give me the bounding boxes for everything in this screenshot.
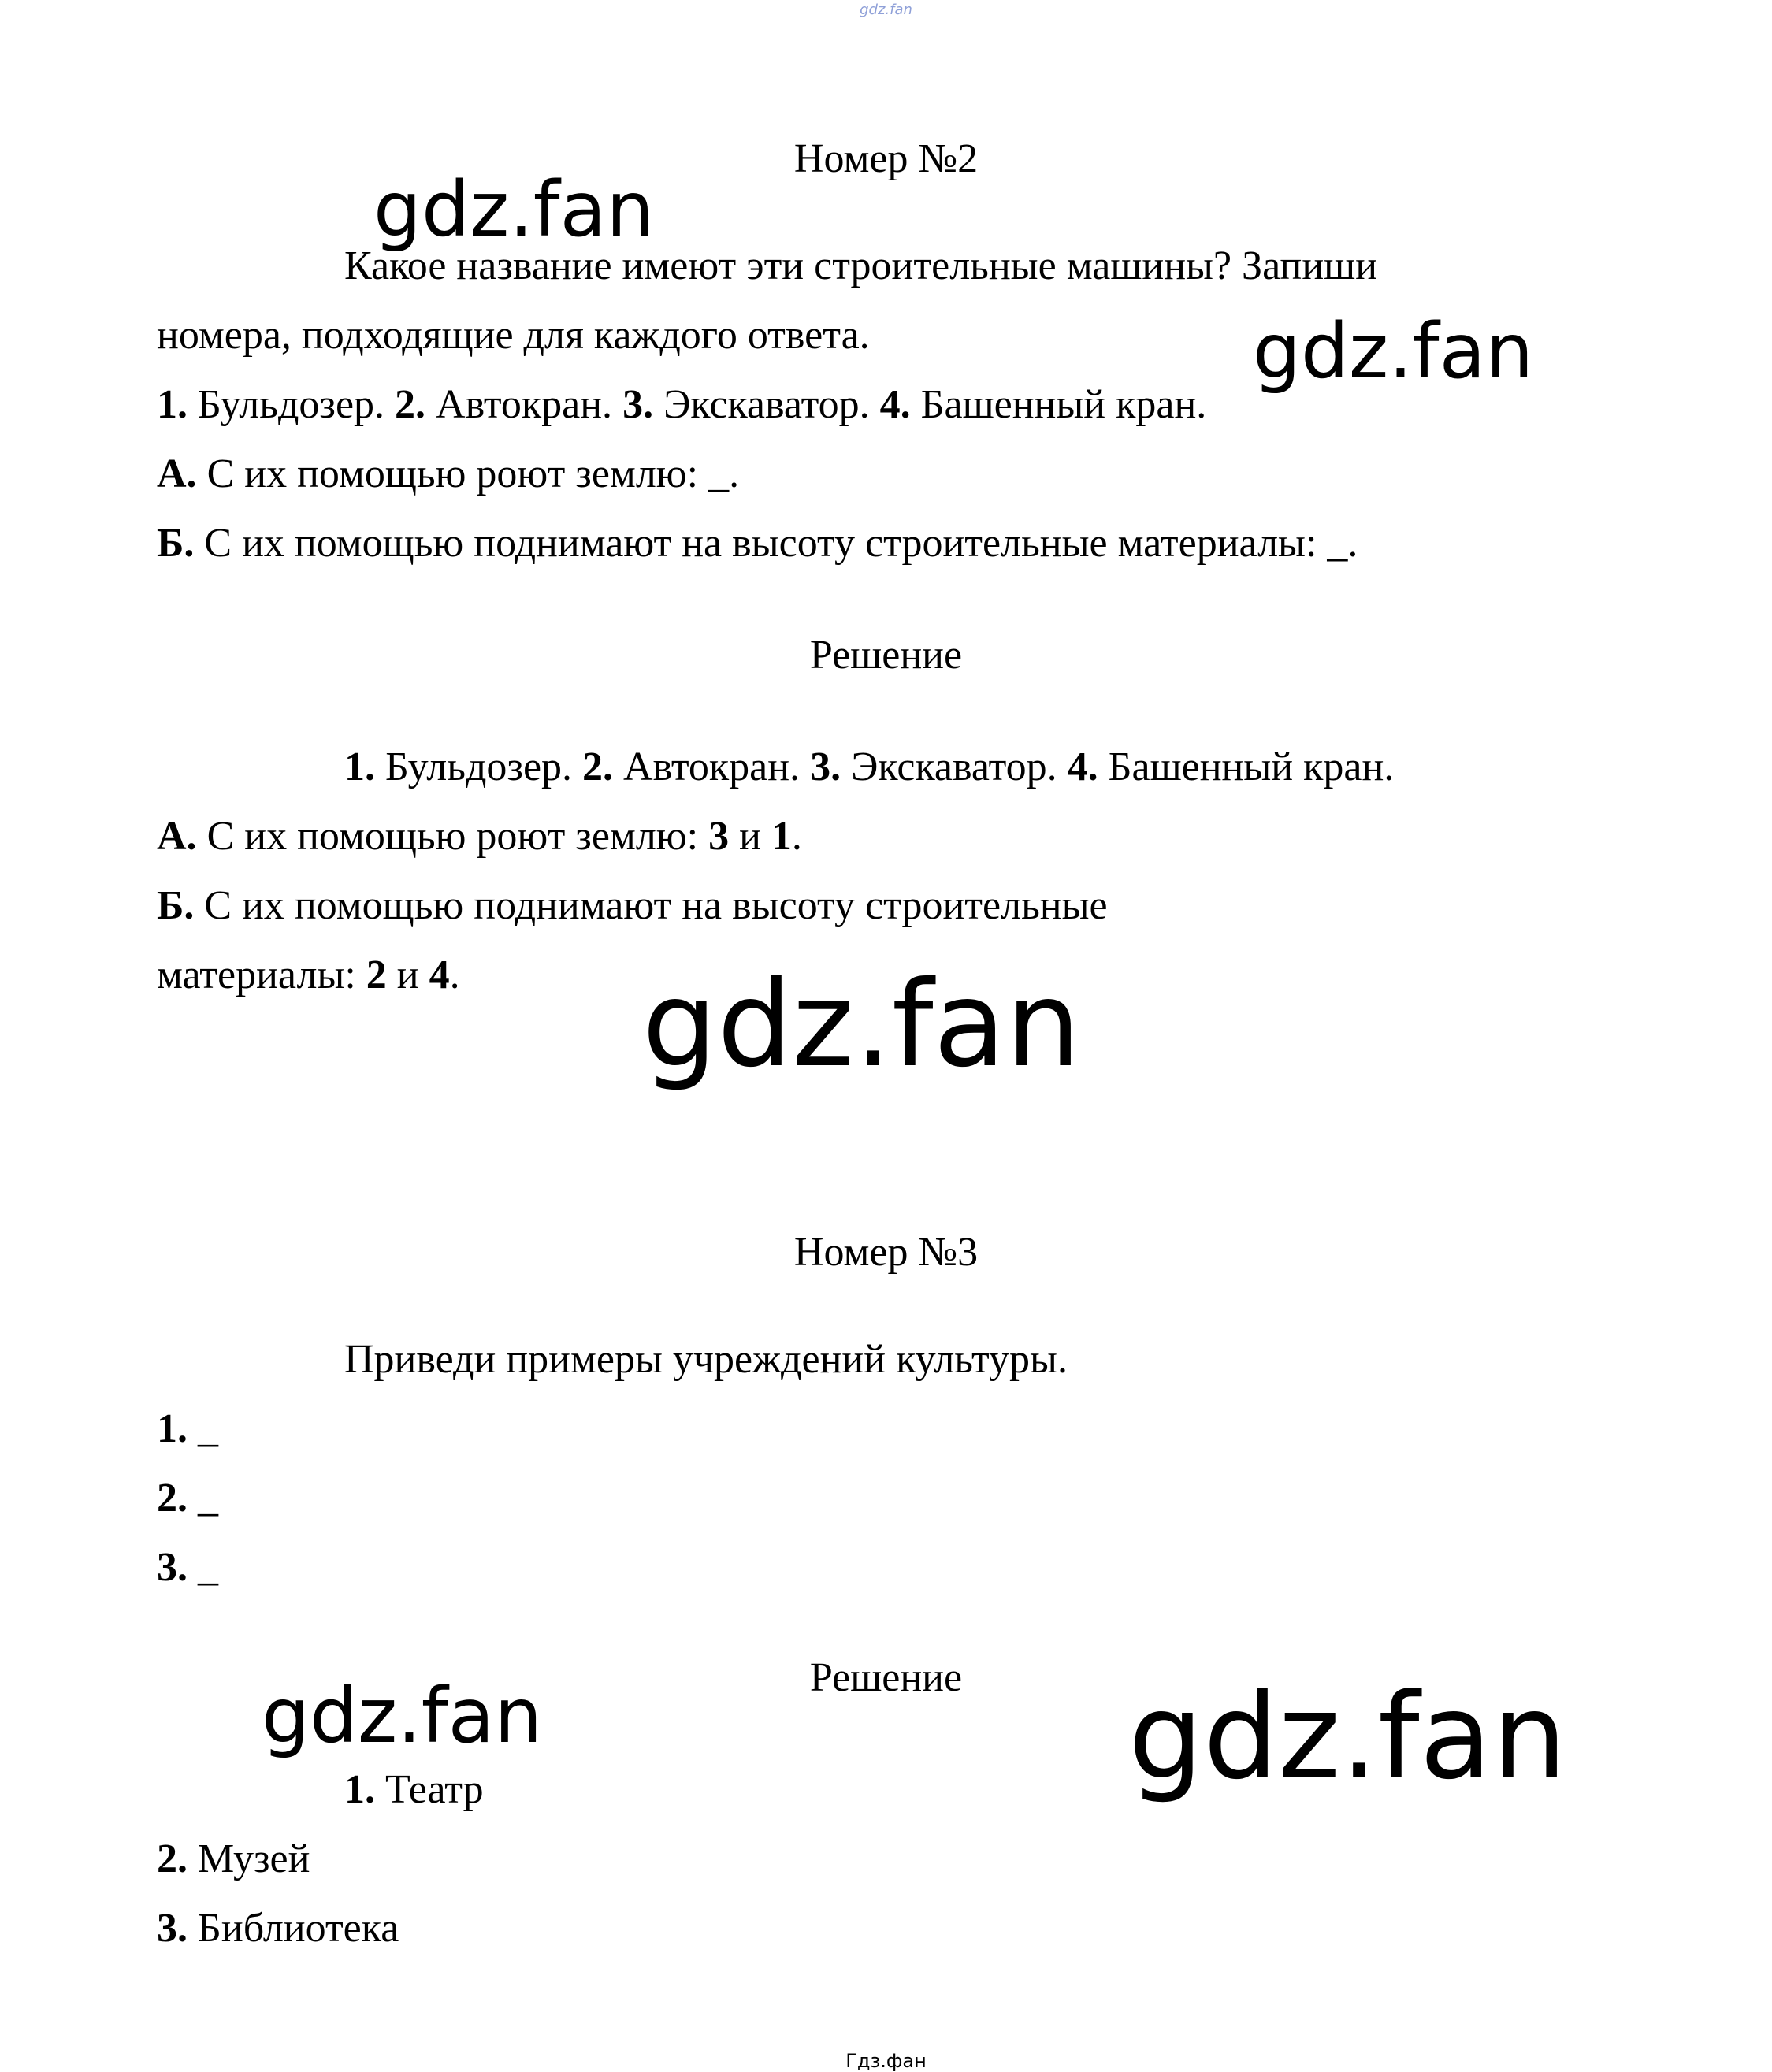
- task3-blank-item: [157, 1547, 218, 1588]
- option-text: Башенный кран.: [920, 382, 1207, 427]
- answer-text: Театр: [385, 1767, 484, 1812]
- blank-num: 2.: [157, 1476, 188, 1521]
- task3-answer-item: [344, 1769, 484, 1810]
- sol-a-text: С их помощью роют землю:: [206, 814, 699, 859]
- option-num: 4.: [1067, 745, 1098, 789]
- sol-b-value: 2: [366, 952, 387, 997]
- option-text: Экскаватор.: [663, 382, 870, 427]
- watermark: gdz.fan: [373, 165, 655, 254]
- option-num: 1.: [344, 745, 375, 789]
- blank-text: _: [198, 1545, 218, 1590]
- blank-num: 3.: [157, 1545, 188, 1590]
- task2-solution-options-line: [344, 747, 1394, 788]
- sol-b-text: материалы:: [157, 952, 356, 997]
- answer-text: Музей: [198, 1836, 310, 1881]
- option-num: 1.: [157, 382, 188, 427]
- b-text: С их помощью поднимают на высоту строительные материалы: _.: [204, 521, 1358, 566]
- task2-a-line: [157, 451, 740, 496]
- blank-text: _: [198, 1406, 218, 1451]
- task2-solution-title: Решение: [809, 633, 963, 678]
- task3-title: Номер №3: [793, 1230, 979, 1275]
- task3-answer-item: [157, 1836, 310, 1881]
- task2-solution-b-line2: материалы: 2 и 4.: [157, 952, 460, 997]
- task2-solution-a-line: А. С их помощью роют землю: 3 и 1.: [157, 814, 802, 859]
- option-text: Автокран.: [623, 745, 801, 789]
- task2-solution-b-line1: [157, 883, 1108, 928]
- watermark: gdz.fan: [262, 1672, 543, 1760]
- top-watermark: gdz.fan: [860, 2, 912, 18]
- task2-question-line1: Какое название имеют эти строительные машины? Запиши: [344, 243, 1378, 288]
- option-num: 4.: [879, 382, 911, 427]
- task3-blank-item: [157, 1406, 218, 1451]
- task3-question: Приведи примеры учреждений культуры.: [344, 1337, 1068, 1382]
- answer-text: Библиотека: [198, 1906, 399, 1951]
- sol-b-text: С их помощью поднимают на высоту строительные: [204, 883, 1108, 928]
- answer-num: 2.: [157, 1836, 188, 1881]
- sol-b-and: и: [396, 952, 419, 997]
- option-text: Башенный кран.: [1108, 745, 1395, 789]
- option-text: Автокран.: [436, 382, 613, 427]
- sol-b-value: 4: [429, 952, 450, 997]
- task2-question-line2: номера, подходящие для каждого ответа.: [157, 313, 870, 358]
- task3-blank-item: [157, 1478, 218, 1519]
- option-num: 2.: [395, 382, 426, 427]
- a-label: А.: [157, 451, 197, 496]
- answer-num: 1.: [344, 1767, 375, 1812]
- watermark: gdz.fan: [642, 956, 1081, 1094]
- sol-b-label: Б.: [157, 883, 195, 928]
- option-text: Экскаватор.: [851, 745, 1057, 789]
- blank-text: _: [198, 1476, 218, 1521]
- task3-solution-title: Решение: [809, 1655, 963, 1700]
- blank-num: 1.: [157, 1406, 188, 1451]
- sol-a-and: и: [739, 814, 761, 859]
- option-text: Бульдозер.: [198, 382, 385, 427]
- b-label: Б.: [157, 521, 195, 566]
- footer-text: Гдз.фан: [845, 2050, 927, 2072]
- a-text: С их помощью роют землю: _.: [206, 451, 740, 496]
- answer-num: 3.: [157, 1906, 188, 1951]
- watermark: gdz.fan: [1128, 1669, 1567, 1806]
- task2-b-line: [157, 523, 1358, 564]
- sol-a-value: 1: [771, 814, 792, 859]
- option-text: Бульдозер.: [385, 745, 573, 789]
- task3-answer-item: [157, 1908, 399, 1949]
- option-num: 3.: [622, 382, 654, 427]
- option-num: 2.: [582, 745, 614, 789]
- task2-options-line: [157, 384, 1206, 425]
- sol-a-value: 3: [708, 814, 730, 859]
- sol-a-label: А.: [157, 814, 197, 859]
- option-num: 3.: [810, 745, 841, 789]
- watermark: gdz.fan: [1253, 307, 1534, 395]
- task2-title: Номер №2: [793, 136, 979, 181]
